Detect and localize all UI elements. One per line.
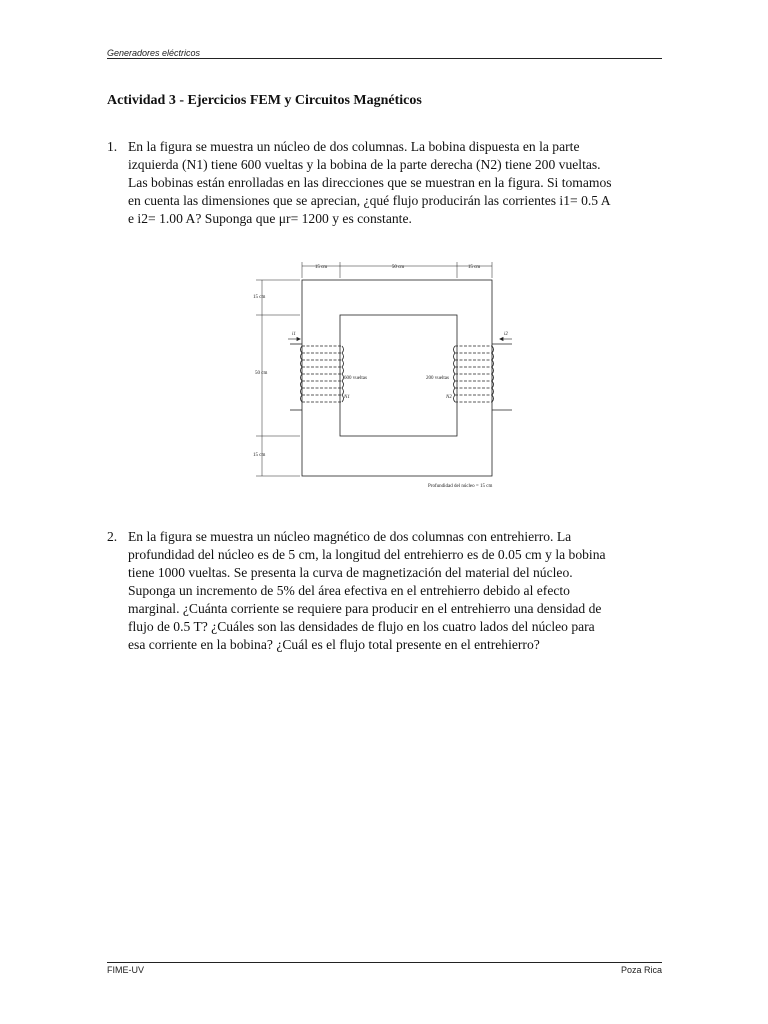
problem-2 — [107, 528, 662, 654]
current-left-label: i1 — [292, 332, 296, 337]
problem-text — [128, 528, 662, 654]
problem-line: marginal. ¿Cuánta corriente se requiere para producir en el entrehierro una densidad de — [128, 601, 602, 616]
coil-left-label: N1 — [344, 395, 350, 400]
page-title: Actividad 3 - Ejercicios FEM y Circuitos Magnéticos — [107, 93, 422, 108]
problem-line: tiene 1000 vueltas. Se presenta la curva de magnetización del material del núcleo. — [128, 565, 573, 580]
turns-left-label: 600 vueltas — [344, 376, 367, 381]
dim-top-left: 15 cm — [314, 265, 328, 270]
left-coil — [290, 344, 344, 410]
problem-line: esa corriente en la bobina? ¿Cuál es el flujo total presente en el entrehierro? — [128, 637, 540, 652]
problem-line: izquierda (N1) tiene 600 vueltas y la bobina de la parte derecha (N2) tiene 200 vueltas. — [128, 157, 601, 172]
dim-left-bot: 15 cm — [253, 453, 266, 458]
right-coil — [454, 344, 513, 410]
problem-line: profundidad del núcleo es de 5 cm, la longitud del entrehierro es de 0.05 cm y la bobina — [128, 547, 606, 562]
problem-1 — [107, 138, 662, 228]
problem-line: Suponga un incremento de 5% del área efectiva en el entrehierro debido al efecto — [128, 583, 570, 598]
problem-number: 2. — [107, 529, 118, 544]
dim-left-top: 15 cm — [253, 295, 266, 300]
current-right-label: i2 — [504, 332, 508, 337]
magnetic-core-figure — [250, 256, 520, 492]
problem-line: en cuenta las dimensiones que se aprecian, ¿qué flujo producirán las corrientes i1= 0.5 A — [128, 193, 611, 208]
problem-line: e i2= 1.00 A? Suponga que μr= 1200 y es constante. — [128, 211, 412, 226]
turns-right-label: 200 vueltas — [426, 376, 449, 381]
problem-text — [128, 138, 662, 228]
depth-note: Profundidad del núcleo = 15 cm — [428, 484, 493, 489]
problem-line: Las bobinas están enrolladas en las direcciones que se muestran en la figura. Si tomamos — [128, 175, 612, 190]
problem-line: En la figura se muestra un núcleo magnético de dos columnas con entrehierro. La — [128, 529, 572, 544]
dim-left-mid: 50 cm — [255, 371, 268, 376]
dim-top-mid: 50 cm — [391, 265, 405, 270]
coil-right-label: N2 — [446, 395, 452, 400]
header-rule — [107, 58, 662, 59]
core-outer — [302, 280, 492, 476]
problem-line: En la figura se muestra un núcleo de dos columnas. La bobina dispuesta en la parte — [128, 139, 580, 154]
problem-number: 1. — [107, 139, 118, 154]
footer-left: FIME-UV — [107, 965, 144, 975]
problem-line: flujo de 0.5 T? ¿Cuáles son las densidades de flujo en los cuatro lados del núcleo para — [128, 619, 595, 634]
footer-rule — [107, 962, 662, 963]
page-header: Generadores eléctricos — [107, 48, 201, 58]
footer-right: Poza Rica — [620, 965, 662, 975]
dim-top-right: 15 cm — [467, 265, 481, 270]
